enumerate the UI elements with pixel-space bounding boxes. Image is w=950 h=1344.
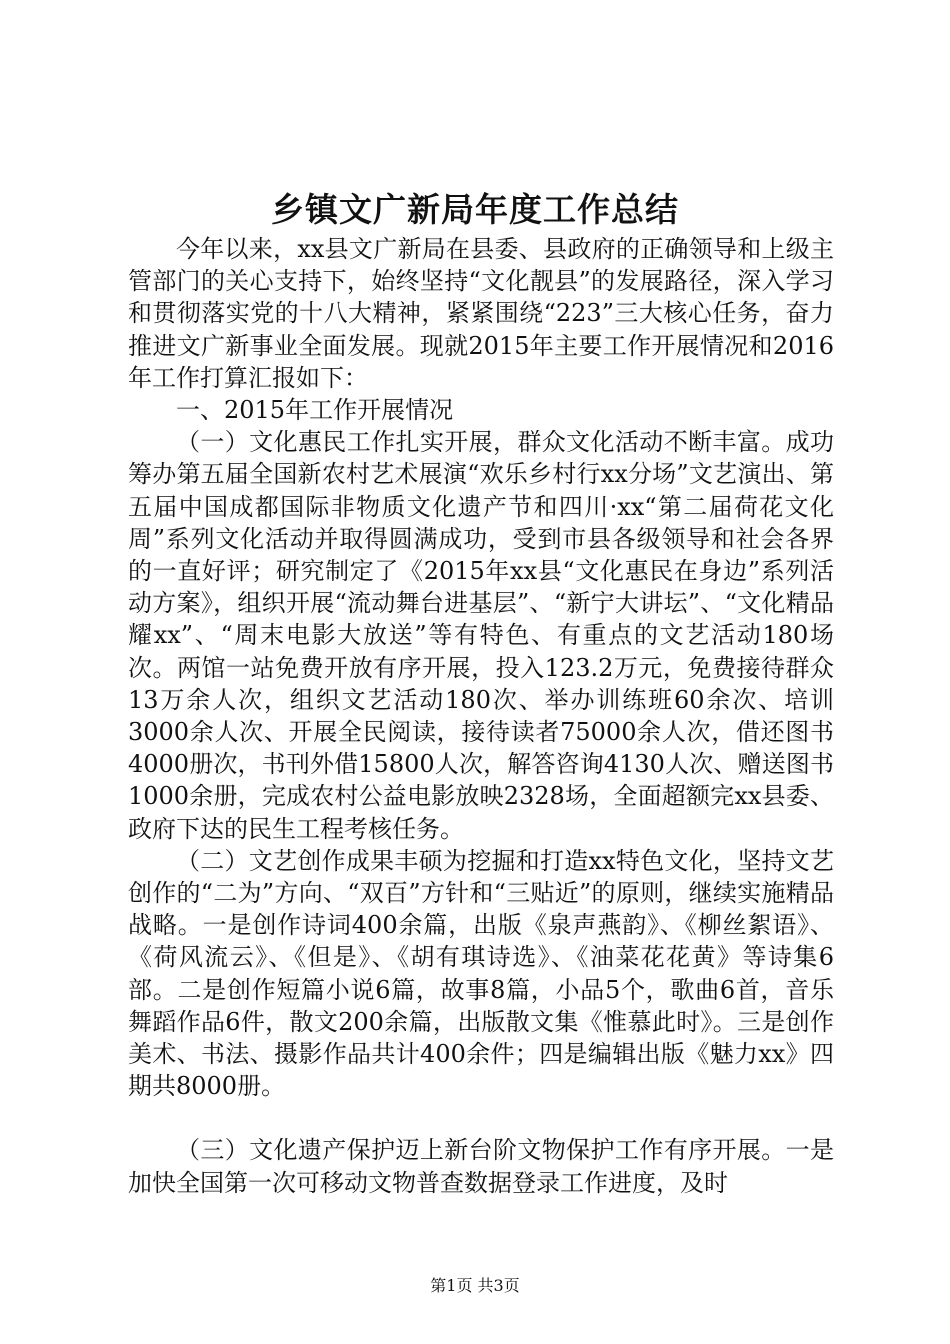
section-heading: 一、2015年工作开展情况 bbox=[176, 396, 454, 425]
document-title: 乡镇文广新局年度工作总结 bbox=[271, 190, 679, 229]
paragraph-heritage-protection: （三）文化遗产保护迈上新台阶文物保护工作有序开展。一是加快全国第一次可移动文物普查数据登录工作进度，及时 bbox=[128, 1136, 834, 1197]
paragraph-cultural-benefit: （一）文化惠民工作扎实开展，群众文化活动不断丰富。成功筹办第五届全国新农村艺术展演“欢乐乡村行xx分场”文艺演出、第五届中国成都国际非物质文化遗产节和四川·xx“第二届荷花文化周”系列文化活动并取得圆满成功，受到市县各级领导和社会各界的一直好评；研究制定了《2015年xx县“文化惠民在身边”系列活动方案》，组织开展“流动舞台进基层”、“新宁大讲坛”、“文化精品耀xx”、“周末电影大放送”等有特色、有重点的文艺活动180场次。两馆一站免费开放有序开展，投入123.2万元，免费接待群众13万余人次，组织文艺活动180次、举办训练班60余次、培训3000余人次、开展全民阅读，接待读者75000余人次，借还图书4000册次，书刊外借15800人次，解答咨询4130人次、赠送图书1000余册，完成农村公益电影放映2328场，全面超额完xx县委、政府下达的民生工程考核任务。 bbox=[128, 428, 834, 843]
paragraph-art-creation: （二）文艺创作成果丰硕为挖掘和打造xx特色文化，坚持文艺创作的“二为”方向、“双百”方针和“三贴近”的原则，继续实施精品战略。一是创作诗词400余篇，出版《泉声燕韵》、《柳丝絮语》、《荷风流云》、《但是》、《胡有琪诗选》、《油菜花花黄》等诗集6部。二是创作短篇小说6篇，故事8篇，小品5个，歌曲6首，音乐舞蹈作品6件，散文200余篇，出版散文集《惟慕此时》。三是创作美术、书法、摄影作品共计400余件；四是编辑出版《魅力xx》四期共8000册。 bbox=[128, 846, 834, 1101]
document-body bbox=[128, 233, 834, 1199]
page-footer: 第1页 共3页 bbox=[430, 1276, 520, 1295]
intro-paragraph: 今年以来，xx县文广新局在县委、县政府的正确领导和上级主管部门的关心支持下，始终坚持“文化靓县”的发展路径，深入学习和贯彻落实党的十八大精神，紧紧围绕“223”三大核心任务，奋力推进文广新事业全面发展。现就2015年主要工作开展情况和2016年工作打算汇报如下： bbox=[128, 235, 834, 392]
